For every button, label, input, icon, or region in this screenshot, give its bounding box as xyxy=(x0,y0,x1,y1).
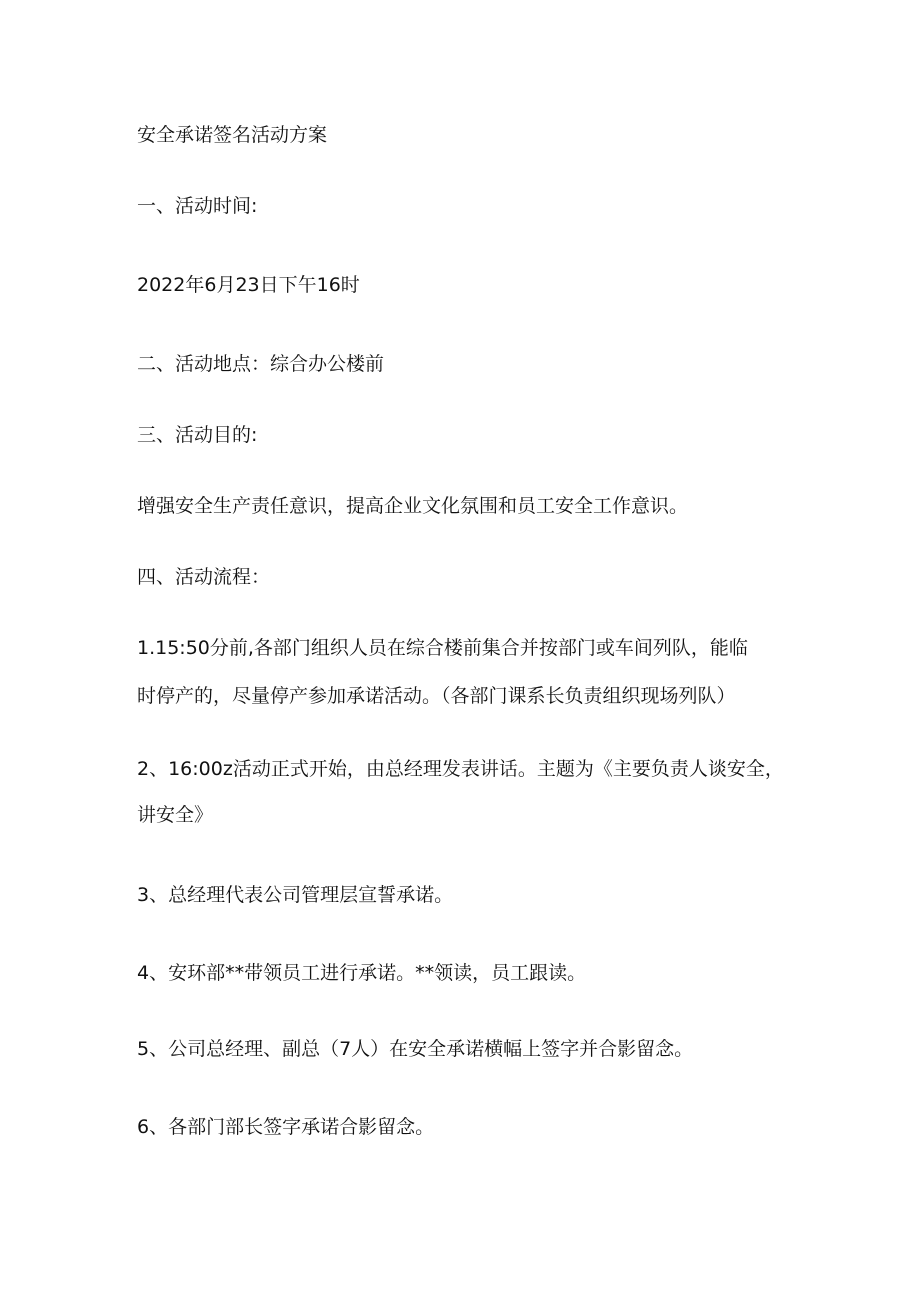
section-heading-location: 二、活动地点：综合办公楼前 xyxy=(137,353,385,375)
process-step-6: 6、各部门部长签字承诺合影留念。 xyxy=(137,1116,435,1138)
process-step-2-line-2: 讲安全》 xyxy=(137,804,214,826)
process-step-1-line-2: 时停产的，尽量停产参加承诺活动。（各部门课系长负责组织现场列队） xyxy=(137,685,736,707)
process-step-5: 5、公司总经理、副总（7人）在安全承诺横幅上签字并合影留念。 xyxy=(137,1038,694,1060)
purpose-text: 增强安全生产责任意识，提高企业文化氛围和员工安全工作意识。 xyxy=(137,495,689,517)
document-title: 安全承诺签名活动方案 xyxy=(137,124,328,146)
process-step-4: 4、安环部**带领员工进行承诺。**领读，员工跟读。 xyxy=(137,962,587,984)
section-heading-time: 一、活动时间: xyxy=(137,195,258,217)
process-step-2-line-1: 2、16:00z活动正式开始，由总经理发表讲话。主题为《主要负责人谈安全， xyxy=(137,758,784,780)
process-step-1-line-1: 1.15:50分前,各部门组织人员在综合楼前集合并按部门或车间列队，能临 xyxy=(137,637,748,659)
section-heading-process: 四、活动流程： xyxy=(137,566,271,588)
activity-time: 2022年6月23日下午16时 xyxy=(137,274,360,296)
section-heading-purpose: 三、活动目的: xyxy=(137,424,258,446)
process-step-3: 3、总经理代表公司管理层宣誓承诺。 xyxy=(137,884,454,906)
